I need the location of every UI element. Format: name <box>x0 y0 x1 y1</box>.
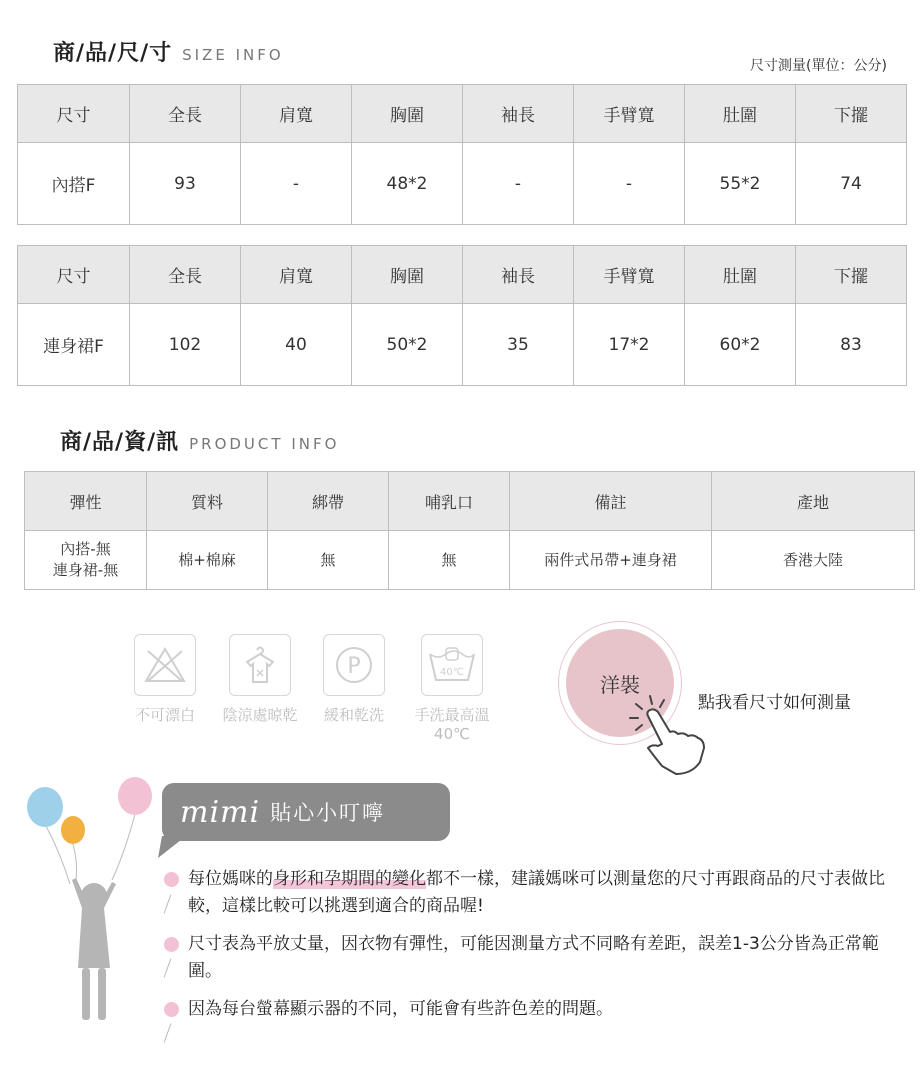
care-no-bleach <box>127 634 203 725</box>
gentle-dry-clean-icon <box>323 634 385 696</box>
orange-balloon <box>61 816 85 844</box>
product-info-table <box>24 471 915 590</box>
header-cell: 肚圍 <box>685 85 796 143</box>
header-cell: 手臂寬 <box>574 85 685 143</box>
care-label: 陰涼處晾乾 <box>222 706 298 724</box>
tip-item <box>170 931 900 985</box>
size-table-header <box>18 246 907 304</box>
note-cell: 兩件式吊帶+連身裙 <box>510 531 712 590</box>
header-cell: 彈性 <box>25 472 147 531</box>
product-title-zh: 商/品/資/訊 <box>60 430 180 455</box>
care-dry-clean <box>316 634 392 725</box>
table-cell: 55*2 <box>685 143 796 225</box>
header-cell: 尺寸 <box>18 246 130 304</box>
pink-balloon <box>118 777 152 815</box>
tip-text: 都不一樣，建議媽咪可以測量您的尺寸再跟商品的尺寸表做比較，這樣比較可以挑選到適合的商品喔! <box>188 869 885 916</box>
size-info-title <box>53 36 284 67</box>
balloon-girl-illustration <box>20 772 170 1064</box>
header-cell: 尺寸 <box>18 85 130 143</box>
header-cell: 產地 <box>712 472 915 531</box>
hang-dry-shade-icon <box>229 634 291 696</box>
table-cell: - <box>463 143 574 225</box>
tips-brand: mimi <box>180 794 261 830</box>
product-table-header <box>25 472 915 531</box>
care-label: 手洗最高溫 <box>414 706 490 724</box>
care-sub-label: 40℃ <box>434 725 470 743</box>
header-cell: 質料 <box>147 472 268 531</box>
care-hang-dry <box>222 634 298 725</box>
header-cell: 袖長 <box>463 85 574 143</box>
strap-cell: 無 <box>268 531 389 590</box>
header-cell: 下擺 <box>796 85 907 143</box>
table-cell: 內搭F <box>18 143 130 225</box>
table-cell: 50*2 <box>352 304 463 386</box>
unit-note: 尺寸測量(單位：公分) <box>750 58 887 74</box>
elasticity-line: 連身裙-無 <box>52 561 119 579</box>
table-cell: 93 <box>130 143 241 225</box>
hand-wash-icon <box>421 634 483 696</box>
care-hand-wash <box>414 634 490 743</box>
table-cell: 102 <box>130 304 241 386</box>
header-cell: 胸圍 <box>352 246 463 304</box>
care-label: 不可漂白 <box>134 706 195 724</box>
measure-guide-link[interactable]: 點我看尺寸如何測量 <box>698 693 851 713</box>
nursing-cell: 無 <box>389 531 510 590</box>
tips-title: 貼心小叮嚀 <box>270 801 386 825</box>
tip-item <box>170 996 900 1023</box>
header-cell: 下擺 <box>796 246 907 304</box>
header-cell: 手臂寬 <box>574 246 685 304</box>
table-cell: - <box>574 143 685 225</box>
material-cell: 棉+棉麻 <box>147 531 268 590</box>
header-cell: 哺乳口 <box>389 472 510 531</box>
product-title-en: PRODUCT INFO <box>189 435 340 453</box>
table-row <box>25 531 915 590</box>
tip-text: 每位媽咪的 <box>188 869 273 889</box>
size-title-zh: 商/品/尺/寸 <box>53 41 173 66</box>
elasticity-line: 內搭-無 <box>60 540 111 558</box>
table-cell: 48*2 <box>352 143 463 225</box>
size-table-1 <box>17 84 907 225</box>
badge-pointer <box>158 836 188 860</box>
size-table-2 <box>17 245 907 386</box>
table-cell: 83 <box>796 304 907 386</box>
header-cell: 肩寬 <box>241 246 352 304</box>
header-cell: 全長 <box>130 85 241 143</box>
origin-cell: 香港大陸 <box>712 531 915 590</box>
table-cell: - <box>241 143 352 225</box>
table-cell: 連身裙F <box>18 304 130 386</box>
girl-silhouette <box>72 878 116 1020</box>
table-cell: 74 <box>796 143 907 225</box>
table-row <box>18 304 907 386</box>
tip-dot <box>164 937 179 952</box>
header-cell: 全長 <box>130 246 241 304</box>
care-label: 緩和乾洗 <box>323 706 384 724</box>
tip-dot <box>164 1002 179 1017</box>
product-info-title <box>60 425 339 456</box>
table-cell: 40 <box>241 304 352 386</box>
header-cell: 備註 <box>510 472 712 531</box>
tip-dot <box>164 872 179 887</box>
table-cell: 35 <box>463 304 574 386</box>
header-cell: 肩寬 <box>241 85 352 143</box>
table-cell: 17*2 <box>574 304 685 386</box>
dress-badge-label: 洋裝 <box>566 629 674 737</box>
header-cell: 胸圍 <box>352 85 463 143</box>
no-bleach-icon <box>134 634 196 696</box>
header-cell: 袖長 <box>463 246 574 304</box>
header-cell: 肚圍 <box>685 246 796 304</box>
tip-item <box>170 866 900 920</box>
table-cell: 60*2 <box>685 304 796 386</box>
wash-temp: 40℃ <box>440 667 464 678</box>
tip-highlight: 身形和孕期間的變化 <box>273 869 426 889</box>
blue-balloon <box>27 787 63 827</box>
tips-badge <box>162 783 450 841</box>
size-table-header <box>18 85 907 143</box>
table-row <box>18 143 907 225</box>
elasticity-cell <box>25 531 147 590</box>
tip-text: 尺寸表為平放丈量，因衣物有彈性，可能因測量方式不同略有差距，誤差1-3公分皆為正常範圍。 <box>188 934 879 981</box>
tip-text: 因為每台螢幕顯示器的不同，可能會有些許色差的問題。 <box>188 999 613 1019</box>
svg-text:P: P <box>347 654 361 679</box>
size-title-en: SIZE INFO <box>182 46 284 64</box>
header-cell: 綁帶 <box>268 472 389 531</box>
